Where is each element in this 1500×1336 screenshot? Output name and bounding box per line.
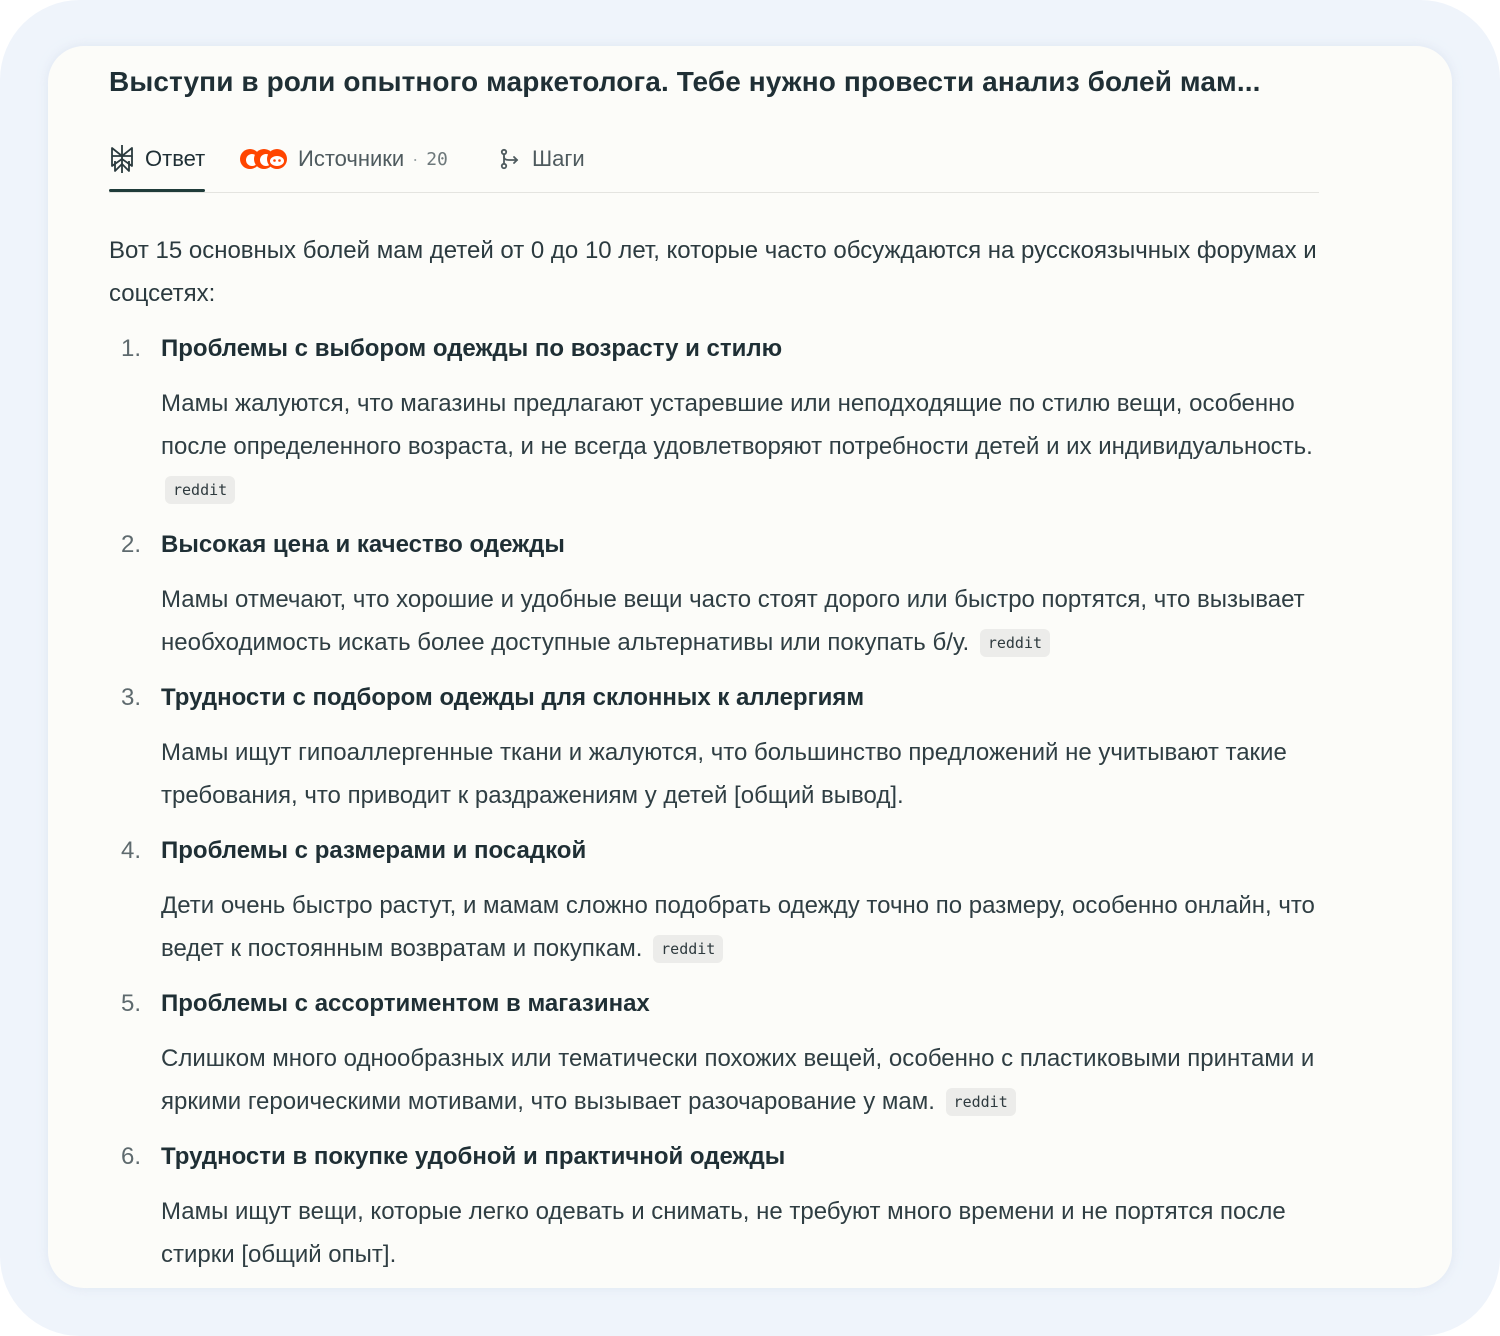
list-item-number: 2. bbox=[121, 531, 142, 558]
list-item-heading bbox=[109, 327, 1319, 370]
list-item-body bbox=[109, 731, 1319, 817]
tab-steps-label: Шаги bbox=[532, 146, 585, 171]
list-item-number: 1. bbox=[121, 335, 142, 362]
tab-steps[interactable] bbox=[498, 128, 585, 190]
tab-answer-label: Ответ bbox=[145, 146, 206, 171]
list-item-number: 5. bbox=[121, 990, 142, 1017]
list-item-title: Трудности с подбором одежды для склонных к аллергиям bbox=[161, 684, 865, 711]
list-item bbox=[109, 523, 1319, 664]
tab-sources-count: 20 bbox=[426, 148, 448, 170]
perplexity-logo-icon bbox=[109, 144, 135, 174]
list-item-text: Дети очень быстро растут, и мамам сложно подобрать одежду точно по размеру, особенно онлайн, что ведет к постоянным возвратам и покупкам. bbox=[161, 892, 1315, 962]
list-item-heading bbox=[109, 1135, 1319, 1178]
list-item-body bbox=[109, 578, 1319, 664]
tab-sources-separator: · bbox=[412, 148, 419, 169]
source-citation-chip[interactable]: reddit bbox=[980, 629, 1050, 657]
answer-body bbox=[109, 229, 1319, 1276]
list-item-heading bbox=[109, 523, 1319, 566]
tab-sources-label: Источники bbox=[298, 146, 405, 171]
reddit-sources-icon bbox=[240, 146, 288, 172]
list-item-number: 3. bbox=[121, 684, 142, 711]
list-item-title: Высокая цена и качество одежды bbox=[161, 531, 565, 558]
list-item-title: Проблемы с выбором одежды по возрасту и стилю bbox=[161, 335, 783, 362]
list-item bbox=[109, 327, 1319, 511]
steps-branch-icon bbox=[498, 147, 522, 171]
list-item-text: Слишком много однообразных или тематически похожих вещей, особенно с пластиковыми принтами и яркими героическими мотивами, что вызывает разочарование у мам. bbox=[161, 1045, 1315, 1115]
tab-sources[interactable] bbox=[240, 128, 448, 190]
answer-tabs bbox=[109, 128, 1319, 193]
list-item-title: Проблемы с размерами и посадкой bbox=[161, 837, 587, 864]
list-item-body bbox=[109, 884, 1319, 970]
list-item-number: 4. bbox=[121, 837, 142, 864]
list-item-heading bbox=[109, 676, 1319, 719]
source-citation-chip[interactable]: reddit bbox=[653, 935, 723, 963]
answer-intro: Вот 15 основных болей мам детей от 0 до 10 лет, которые часто обсуждаются на русскоязычных форумах и соцсетях: bbox=[109, 237, 1317, 307]
list-item-title: Проблемы с ассортиментом в магазинах bbox=[161, 990, 650, 1017]
list-item-title: Трудности в покупке удобной и практичной одежды bbox=[161, 1143, 786, 1170]
list-item-heading bbox=[109, 829, 1319, 872]
list-item-heading bbox=[109, 982, 1319, 1025]
pain-points-list bbox=[109, 327, 1319, 1276]
question-title: Выступи в роли опытного маркетолога. Тебе нужно провести анализ болей мам... bbox=[109, 66, 1261, 97]
tab-answer[interactable] bbox=[109, 128, 205, 190]
list-item-number: 6. bbox=[121, 1143, 142, 1170]
list-item-text: Мамы ищут гипоаллергенные ткани и жалуются, что большинство предложений не учитывают такие требования, что приводит к раздражениям у детей [общий вывод]. bbox=[161, 739, 1287, 809]
answer-card bbox=[48, 46, 1452, 1288]
list-item bbox=[109, 829, 1319, 970]
list-item-text: Мамы ищут вещи, которые легко одевать и снимать, не требуют много времени и не портятся после стирки [общий опыт]. bbox=[161, 1198, 1286, 1268]
list-item bbox=[109, 982, 1319, 1123]
list-item bbox=[109, 1135, 1319, 1276]
source-citation-chip[interactable]: reddit bbox=[946, 1088, 1016, 1116]
list-item-text: Мамы отмечают, что хорошие и удобные вещи часто стоят дорого или быстро портятся, что вызывает необходимость искать более доступные альтернативы или покупать б/у. bbox=[161, 586, 1305, 656]
list-item-body bbox=[109, 1190, 1319, 1276]
list-item-body bbox=[109, 1037, 1319, 1123]
list-item-body bbox=[109, 382, 1319, 511]
source-citation-chip[interactable]: reddit bbox=[165, 476, 235, 504]
list-item-text: Мамы жалуются, что магазины предлагают устаревшие или неподходящие по стилю вещи, особенно после определенного возраста, и не всегда удовлетворяют потребности детей и их индивидуальность. bbox=[161, 390, 1313, 460]
list-item bbox=[109, 676, 1319, 817]
